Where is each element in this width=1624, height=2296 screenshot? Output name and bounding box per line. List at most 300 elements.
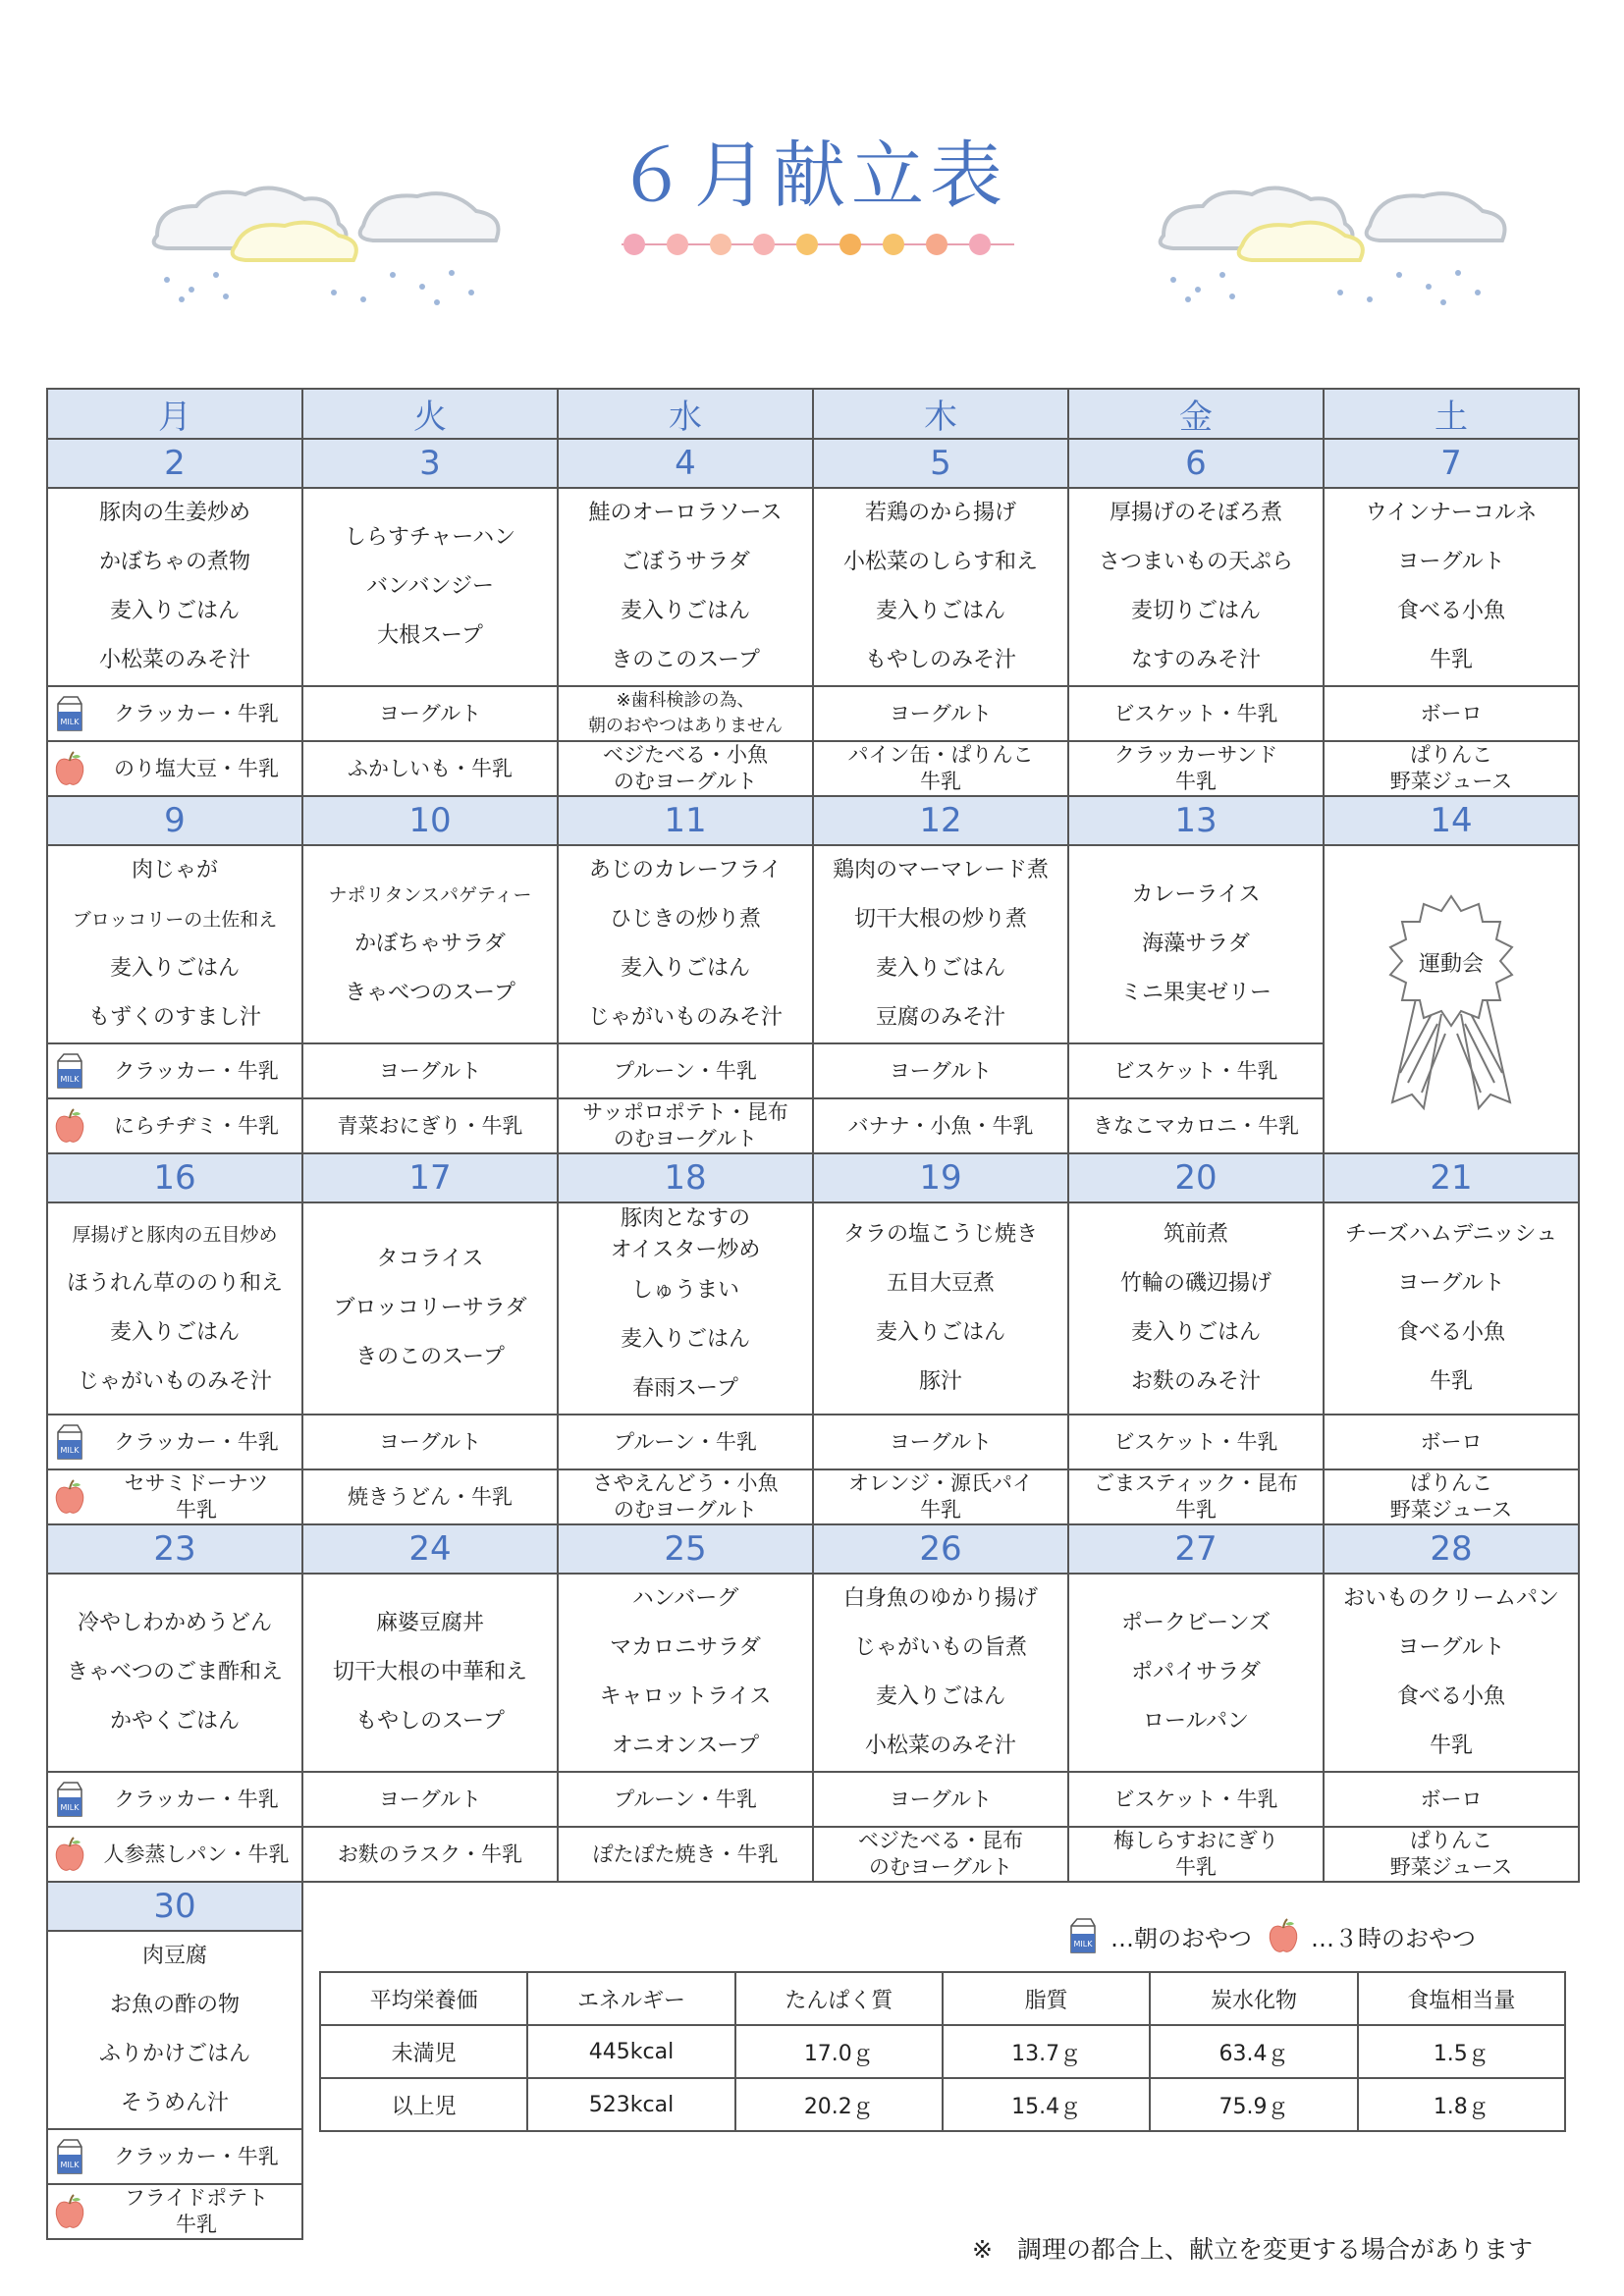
empty-cell (302, 2129, 558, 2184)
snack-label: ※歯科検診の為、 朝のおやつはありません (588, 690, 783, 736)
dish-item: 麦入りごはん (620, 599, 750, 623)
date-cell: 26 (813, 1524, 1068, 1574)
afternoon-snack-cell (302, 1827, 558, 1882)
meal-cell (302, 845, 558, 1043)
morning-snack-cell (47, 686, 302, 741)
morning-snack-cell (47, 1043, 302, 1098)
snack-label: プルーン・牛乳 (614, 1787, 757, 1811)
snack-label: ボーロ (1420, 1429, 1483, 1454)
dish-item: ブロッコリーの土佐和え (72, 909, 278, 931)
meal-cell (1068, 488, 1324, 686)
meal-row (47, 845, 1579, 1043)
afternoon-snack-cell (813, 1827, 1068, 1882)
dish-item: 麦入りごはん (875, 956, 1005, 981)
svg-text:MILK: MILK (60, 1446, 80, 1455)
afternoon-snack-cell (302, 741, 558, 796)
date-cell: 19 (813, 1153, 1068, 1202)
nutrition-table (319, 1971, 1566, 2132)
snack-label: ぱりんこ 野菜ジュース (1389, 1829, 1513, 1879)
dish-item: きゃべつのスープ (345, 981, 515, 1005)
snack-label: セサミドーナツ 牛乳 (124, 1471, 269, 1522)
date-cell: 9 (47, 796, 302, 845)
date-cell: 16 (47, 1153, 302, 1202)
date-cell: 10 (302, 796, 558, 845)
date-cell: 3 (302, 439, 558, 488)
date-cell: 4 (558, 439, 813, 488)
snack-label: サッポロポテト・昆布 のむヨーグルト (582, 1100, 788, 1150)
morning-snack-cell (813, 686, 1068, 741)
dish-item: 麦入りごはん (109, 956, 240, 981)
apple-icon (1266, 1916, 1301, 1955)
afternoon-snack-cell (47, 1469, 302, 1524)
afternoon-snack-row (47, 1469, 1579, 1524)
morning-snack-cell (813, 1772, 1068, 1827)
meal-cell (1068, 845, 1324, 1043)
dish-item: じゃがいものみそ汁 (77, 1369, 272, 1394)
svg-text:MILK: MILK (60, 2161, 80, 2169)
nutrition-cell: 1.8ｇ (1358, 2078, 1565, 2131)
date-cell: 21 (1324, 1153, 1579, 1202)
bead-garland-illustration (617, 230, 1019, 259)
empty-cell (1068, 2129, 1324, 2184)
weekday-wed: 水 (558, 389, 813, 439)
dish-item: 小松菜のみそ汁 (864, 1734, 1016, 1758)
meal-cell (813, 845, 1068, 1043)
dish-item: 麻婆豆腐丼 (375, 1611, 484, 1635)
date-row (47, 1153, 1579, 1202)
dish-item: ポパイサラダ (1131, 1660, 1261, 1684)
dish-item: お魚の酢の物 (109, 1993, 240, 2017)
dish-item: もやしのみそ汁 (864, 648, 1016, 672)
snack-label: ビスケット・牛乳 (1113, 701, 1278, 725)
morning-snack-cell (558, 1043, 813, 1098)
date-row (47, 1524, 1579, 1574)
dish-item: チーズハムデニッシュ (1344, 1222, 1558, 1247)
dish-item: ごぼうサラダ (621, 550, 750, 574)
milk-carton-icon (52, 1422, 87, 1462)
snack-label: 青菜おにぎり・牛乳 (337, 1113, 523, 1138)
dish-item: 小松菜のしらす和え (842, 550, 1038, 574)
morning-snack-cell (558, 1415, 813, 1469)
afternoon-snack-cell (1068, 1098, 1324, 1153)
dish-item: 肉じゃが (131, 858, 218, 882)
nutrition-cell: 15.4ｇ (943, 2078, 1150, 2131)
meal-cell (1068, 1202, 1324, 1415)
date-cell: 12 (813, 796, 1068, 845)
dish-item: もやしのスープ (355, 1709, 505, 1734)
dish-item: ひじきの炒り煮 (609, 907, 761, 932)
dish-item: 豆腐のみそ汁 (875, 1005, 1005, 1030)
menu-calendar-table (46, 388, 1580, 2240)
nutrition-header-cell: たんぱく質 (735, 1972, 943, 2025)
snack-label: ぱりんこ 野菜ジュース (1389, 743, 1513, 793)
dish-item: お麩のみそ汁 (1130, 1369, 1261, 1394)
meal-cell (813, 1202, 1068, 1415)
dish-item: 食べる小魚 (1396, 1684, 1505, 1709)
meal-cell (47, 1574, 302, 1772)
snack-label: クラッカーサンド 牛乳 (1113, 743, 1278, 793)
snack-label: クラッカー・牛乳 (114, 1787, 279, 1811)
svg-text:MILK: MILK (60, 1075, 80, 1084)
date-row (47, 796, 1579, 845)
dish-item: しゅうまい (630, 1278, 739, 1303)
dish-item: 五目大豆煮 (886, 1271, 995, 1296)
morning-snack-cell (1068, 1043, 1324, 1098)
weekday-mon: 月 (47, 389, 302, 439)
nutrition-cell: 17.0ｇ (735, 2025, 943, 2078)
dish-item: ヨーグルト (1397, 550, 1505, 574)
dish-item: 小松菜のみそ汁 (98, 648, 250, 672)
date-cell: 5 (813, 439, 1068, 488)
apple-icon (52, 1477, 87, 1517)
afternoon-snack-cell (302, 1469, 558, 1524)
snack-label: ビスケット・牛乳 (1113, 1787, 1278, 1811)
snack-label: さやえんどう・小魚 のむヨーグルト (592, 1471, 779, 1522)
meal-row (47, 1202, 1579, 1415)
dish-item: ふりかけごはん (98, 2042, 250, 2066)
date-cell: 24 (302, 1524, 558, 1574)
meal-cell (1324, 1574, 1579, 1772)
date-cell: 17 (302, 1153, 558, 1202)
dish-item: 肉豆腐 (141, 1944, 207, 1968)
snack-label: ヨーグルト (378, 701, 482, 725)
morning-snack-cell (558, 1772, 813, 1827)
apple-icon (52, 1106, 87, 1146)
afternoon-snack-cell (302, 1098, 558, 1153)
weekday-fri: 金 (1068, 389, 1324, 439)
afternoon-snack-cell (558, 1098, 813, 1153)
dish-item: 麦入りごはん (620, 956, 750, 981)
dish-item: 牛乳 (1429, 1734, 1473, 1758)
snack-label: クラッカー・牛乳 (114, 2144, 279, 2168)
weekday-tue: 火 (302, 389, 558, 439)
morning-snack-cell (302, 1043, 558, 1098)
date-cell: 23 (47, 1524, 302, 1574)
legend-afternoon-label: …３時のおやつ (1311, 1924, 1476, 1952)
change-notice: ※ 調理の都合上、献立を変更する場合があります (972, 2235, 1533, 2264)
nutrition-header-cell: 食塩相当量 (1358, 1972, 1565, 2025)
dish-item: 切干大根の炒り煮 (853, 907, 1027, 932)
dish-item: 切干大根の中華和え (332, 1660, 527, 1684)
dish-item: バンバンジー (366, 574, 494, 599)
milk-carton-icon (52, 2137, 87, 2176)
morning-snack-cell (302, 1415, 558, 1469)
dish-item: マカロニサラダ (610, 1635, 761, 1660)
dish-item: しらすチャーハン (344, 525, 516, 550)
morning-snack-cell (1324, 1415, 1579, 1469)
snack-label: ビスケット・牛乳 (1113, 1058, 1278, 1083)
afternoon-snack-cell (47, 1098, 302, 1153)
morning-snack-cell (813, 1415, 1068, 1469)
nutrition-header-row (320, 1972, 1565, 2025)
snack-label: ヨーグルト (889, 1429, 993, 1454)
nutrition-cell: 以上児 (320, 2078, 527, 2131)
afternoon-snack-cell (47, 2184, 302, 2239)
dish-item: 豚汁 (918, 1369, 962, 1394)
dish-item: きゃべつのごま酢和え (66, 1660, 283, 1684)
morning-snack-cell (1068, 686, 1324, 741)
dish-item: 鮭のオーロラソース (588, 501, 783, 525)
empty-cell (558, 2184, 813, 2239)
date-cell: 13 (1068, 796, 1324, 845)
date-cell: 28 (1324, 1524, 1579, 1574)
rain-cloud-left-illustration (137, 177, 530, 314)
snack-label: にらチヂミ・牛乳 (114, 1113, 279, 1138)
morning-snack-cell (1324, 1772, 1579, 1827)
weekday-sat: 土 (1324, 389, 1579, 439)
morning-snack-cell (47, 2129, 302, 2184)
dish-item: かぼちゃサラダ (354, 932, 506, 956)
weekday-header-row (47, 389, 1579, 439)
dish-item: そうめん汁 (120, 2091, 229, 2115)
page-title: ６月献立表 (616, 133, 1008, 218)
morning-snack-cell (302, 1772, 558, 1827)
dish-item: きのこのスープ (355, 1345, 505, 1369)
afternoon-snack-cell (1324, 1827, 1579, 1882)
snack-label: パイン缶・ぱりんこ 牛乳 (847, 743, 1034, 793)
dish-item: 若鶏のから揚げ (864, 501, 1016, 525)
award-ribbon-icon (1363, 886, 1540, 1112)
meal-cell (558, 1202, 813, 1415)
dish-item: ヨーグルト (1397, 1635, 1505, 1660)
dish-item: 牛乳 (1429, 648, 1473, 672)
milk-carton-icon (1065, 1916, 1101, 1955)
dish-item: 豚肉の生姜炒め (98, 501, 250, 525)
snack-label: ヨーグルト (889, 701, 993, 725)
meal-row (47, 1574, 1579, 1772)
meal-cell (47, 488, 302, 686)
date-cell: 2 (47, 439, 302, 488)
snack-label: ボーロ (1420, 701, 1483, 725)
date-cell: 6 (1068, 439, 1324, 488)
dish-item: 麦切りごはん (1130, 599, 1261, 623)
dish-item: かぼちゃの煮物 (98, 550, 250, 574)
date-cell: 11 (558, 796, 813, 845)
snack-label: ごまスティック・昆布 牛乳 (1094, 1471, 1298, 1522)
dish-item: 竹輪の磯辺揚げ (1119, 1271, 1272, 1296)
meal-cell (1324, 1202, 1579, 1415)
dish-item: 厚揚げのそぼろ煮 (1109, 501, 1282, 525)
nutrition-cell: 63.4ｇ (1150, 2025, 1357, 2078)
empty-cell (813, 2129, 1068, 2184)
morning-snack-row (47, 1772, 1579, 1827)
nutrition-cell: 1.5ｇ (1358, 2025, 1565, 2078)
date-cell: 18 (558, 1153, 813, 1202)
dish-item: 白身魚のゆかり揚げ (842, 1586, 1038, 1611)
dish-item: 麦入りごはん (875, 599, 1005, 623)
afternoon-snack-cell (1324, 1469, 1579, 1524)
dish-item: タコライス (376, 1247, 484, 1271)
empty-cell (558, 2129, 813, 2184)
date-cell: 27 (1068, 1524, 1324, 1574)
meal-cell (558, 488, 813, 686)
dish-item: 麦入りごはん (620, 1327, 750, 1352)
legend-morning-label: …朝のおやつ (1110, 1924, 1252, 1952)
nutrition-header-cell: 平均栄養価 (320, 1972, 527, 2025)
afternoon-snack-cell (1068, 1827, 1324, 1882)
date-cell: 20 (1068, 1153, 1324, 1202)
snack-label: ぱりんこ 野菜ジュース (1389, 1471, 1513, 1522)
snack-label: プルーン・牛乳 (614, 1058, 757, 1083)
rain-cloud-right-illustration (1144, 177, 1537, 314)
afternoon-snack-cell (558, 741, 813, 796)
morning-snack-cell (813, 1043, 1068, 1098)
snack-label: クラッカー・牛乳 (114, 701, 279, 725)
snack-label: ベジたべる・昆布 のむヨーグルト (858, 1829, 1023, 1879)
meal-cell (302, 488, 558, 686)
afternoon-snack-cell (1068, 741, 1324, 796)
dish-item: じゃがいもの旨煮 (853, 1635, 1027, 1660)
dish-item: ブロッコリーサラダ (333, 1296, 527, 1320)
afternoon-snack-cell (558, 1469, 813, 1524)
nutrition-cell: 523kcal (527, 2078, 734, 2131)
date-cell: 7 (1324, 439, 1579, 488)
meal-cell (47, 845, 302, 1043)
snack-label: ヨーグルト (889, 1058, 993, 1083)
dish-item: カレーライス (1131, 882, 1261, 907)
apple-icon (52, 1835, 87, 1874)
snack-label: ヨーグルト (378, 1429, 482, 1454)
afternoon-snack-cell (813, 1469, 1068, 1524)
dish-item: ハンバーグ (631, 1586, 739, 1611)
morning-snack-row (47, 2129, 1579, 2184)
meal-cell (813, 1574, 1068, 1772)
nutrition-cell: 75.9ｇ (1150, 2078, 1357, 2131)
nutrition-cell: 20.2ｇ (735, 2078, 943, 2131)
snack-label: きなこマカロニ・牛乳 (1093, 1113, 1299, 1138)
meal-cell (47, 1931, 302, 2129)
dish-item: ポークビーンズ (1120, 1611, 1272, 1635)
dish-item: ナポリタンスパゲティー (328, 884, 532, 906)
snack-label: 人参蒸しパン・牛乳 (103, 1842, 290, 1866)
apple-icon (52, 749, 87, 788)
dish-item: ウインナーコルネ (1365, 501, 1538, 525)
snack-label: バナナ・小魚・牛乳 (847, 1113, 1034, 1138)
snack-label: ボーロ (1420, 1787, 1483, 1811)
snack-label: フライドポテト 牛乳 (124, 2186, 269, 2236)
meal-cell (1324, 488, 1579, 686)
snack-label: お麩のラスク・牛乳 (337, 1842, 523, 1866)
afternoon-snack-cell (1068, 1469, 1324, 1524)
dish-item: あじのカレーフライ (588, 858, 783, 882)
dish-item: さつまいもの天ぷら (1098, 550, 1293, 574)
dish-item: じゃがいものみそ汁 (587, 1005, 783, 1030)
afternoon-snack-cell (813, 1098, 1068, 1153)
morning-snack-cell (302, 686, 558, 741)
nutrition-cell: 13.7ｇ (943, 2025, 1150, 2078)
dish-item: かやくごはん (109, 1709, 240, 1734)
dish-item: ヨーグルト (1397, 1271, 1505, 1296)
dish-item: ほうれん草ののり和え (66, 1271, 283, 1296)
dish-item: 厚揚げと豚肉の五目炒め (72, 1224, 278, 1246)
dish-item: 麦入りごはん (1130, 1320, 1261, 1345)
dish-item: タラの塩こうじ焼き (842, 1222, 1038, 1247)
morning-snack-cell (47, 1415, 302, 1469)
morning-snack-cell (1324, 686, 1579, 741)
nutrition-row (320, 2078, 1565, 2131)
meal-cell (302, 1574, 558, 1772)
snack-label: 梅しらすおにぎり 牛乳 (1113, 1829, 1278, 1879)
nutrition-cell: 445kcal (527, 2025, 734, 2078)
svg-text:MILK: MILK (60, 1803, 80, 1812)
dish-item: 海藻サラダ (1142, 932, 1250, 956)
snack-label: ふかしいも・牛乳 (348, 756, 513, 780)
afternoon-snack-row (47, 1827, 1579, 1882)
morning-snack-row (47, 1415, 1579, 1469)
dish-item: オニオンスープ (611, 1734, 760, 1758)
afternoon-snack-cell (1324, 741, 1579, 796)
snack-label: 焼きうどん・牛乳 (348, 1484, 513, 1509)
nutrition-header-cell: 脂質 (943, 1972, 1150, 2025)
dish-item: 麦入りごはん (875, 1320, 1005, 1345)
dish-item: ロールパン (1142, 1709, 1250, 1734)
empty-cell (302, 2184, 558, 2239)
snack-label: ヨーグルト (889, 1787, 993, 1811)
dish-item: なすのみそ汁 (1130, 648, 1261, 672)
snack-label: ビスケット・牛乳 (1113, 1429, 1278, 1454)
morning-snack-cell (47, 1772, 302, 1827)
date-cell: 25 (558, 1524, 813, 1574)
dish-item: 豚肉となすの オイスター炒め (610, 1206, 761, 1262)
snack-label: ぽたぽた焼き・牛乳 (592, 1842, 779, 1866)
snack-label: クラッカー・牛乳 (114, 1058, 279, 1083)
afternoon-snack-cell (558, 1827, 813, 1882)
dish-item: もずくのすまし汁 (87, 1005, 261, 1030)
meal-cell (302, 1202, 558, 1415)
snack-label: クラッカー・牛乳 (114, 1429, 279, 1454)
empty-cell (1324, 2129, 1579, 2184)
meal-cell (558, 845, 813, 1043)
empty-cell (813, 1882, 1068, 1931)
meal-cell (558, 1574, 813, 1772)
dish-item: 春雨スープ (632, 1376, 738, 1401)
dish-item: 麦入りごはん (875, 1684, 1005, 1709)
dish-item: キャロットライス (599, 1684, 772, 1709)
snack-label: ヨーグルト (378, 1787, 482, 1811)
nutrition-row (320, 2025, 1565, 2078)
snack-label: オレンジ・源氏パイ 牛乳 (848, 1471, 1033, 1522)
morning-snack-cell (1068, 1772, 1324, 1827)
afternoon-snack-cell (47, 1827, 302, 1882)
dish-item: きのこのスープ (611, 648, 760, 672)
dish-item: 麦入りごはん (109, 1320, 240, 1345)
milk-carton-icon (52, 694, 87, 733)
snack-label: プルーン・牛乳 (614, 1429, 757, 1454)
nutrition-header-cell: エネルギー (527, 1972, 734, 2025)
dish-item: 鶏肉のマーマレード煮 (832, 858, 1049, 882)
date-cell: 14 (1324, 796, 1579, 845)
afternoon-snack-cell (813, 741, 1068, 796)
nutrition-header-cell: 炭水化物 (1150, 1972, 1357, 2025)
dish-item: 筑前煮 (1163, 1222, 1228, 1247)
snack-legend (1065, 1914, 1489, 1957)
svg-text:MILK: MILK (1073, 1940, 1093, 1949)
event-cell (1324, 845, 1579, 1153)
afternoon-snack-row (47, 741, 1579, 796)
empty-cell (302, 1882, 558, 1931)
dish-item: 食べる小魚 (1396, 599, 1505, 623)
svg-text:MILK: MILK (60, 718, 80, 726)
dish-item: おいものクリームパン (1342, 1586, 1559, 1611)
morning-snack-cell (1068, 1415, 1324, 1469)
dish-item: ミニ果実ゼリー (1119, 981, 1272, 1005)
morning-snack-row (47, 686, 1579, 741)
meal-cell (1068, 1574, 1324, 1772)
dish-item: 大根スープ (377, 623, 483, 648)
date-row (47, 439, 1579, 488)
meal-cell (47, 1202, 302, 1415)
nutrition-cell: 未満児 (320, 2025, 527, 2078)
